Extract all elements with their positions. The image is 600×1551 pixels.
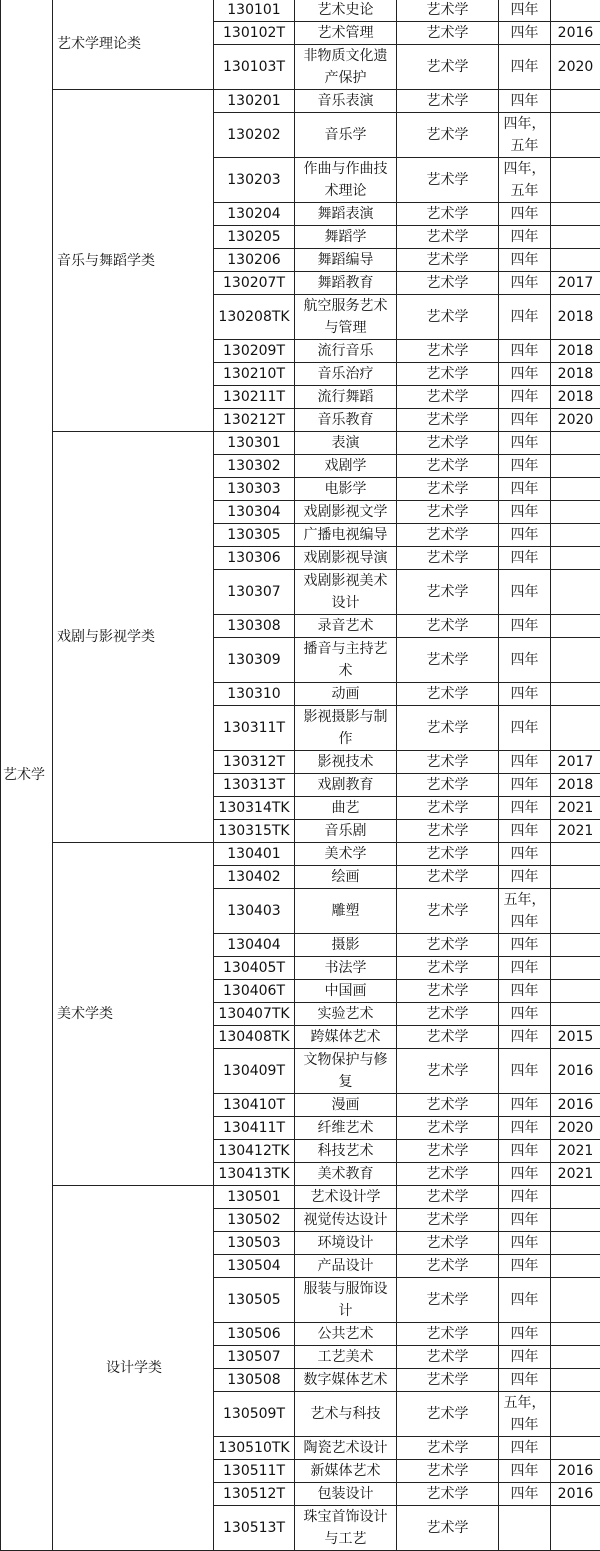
year-added-cell: 2020 [551,409,600,432]
degree-cell: 艺术学 [397,1437,499,1460]
year-added-cell [551,957,600,980]
major-name-cell: 动画 [295,683,397,706]
major-code-cell: 130505 [214,1278,295,1323]
major-code-cell: 130407TK [214,1003,295,1026]
major-name-cell: 产品设计 [295,1255,397,1278]
major-code-cell: 130504 [214,1255,295,1278]
major-code-cell: 130508 [214,1369,295,1392]
duration-cell: 四年 [499,1483,551,1506]
degree-cell: 艺术学 [397,889,499,934]
duration-cell: 四年 [499,272,551,295]
major-code-cell: 130405T [214,957,295,980]
major-name-cell: 艺术史论 [295,0,397,22]
major-code-cell: 130403 [214,889,295,934]
year-added-cell: 2016 [551,22,600,45]
duration-cell: 四年 [499,934,551,957]
major-name-cell: 电影学 [295,478,397,501]
table-row [1,432,600,455]
discipline-cell: 艺术学 [1,0,53,1551]
duration-cell: 四年 [499,226,551,249]
major-code-cell: 130305 [214,524,295,547]
category-cell: 美术学类 [53,843,214,1186]
duration-cell: 四年 [499,1003,551,1026]
category-cell: 戏剧与影视学类 [53,432,214,843]
duration-cell [499,1506,551,1551]
major-name-cell: 数字媒体艺术 [295,1369,397,1392]
year-added-cell [551,501,600,524]
major-name-cell: 流行舞蹈 [295,386,397,409]
year-added-cell [551,455,600,478]
major-code-cell: 130207T [214,272,295,295]
year-added-cell: 2015 [551,1026,600,1049]
year-added-cell [551,524,600,547]
major-name-cell: 音乐教育 [295,409,397,432]
major-name-cell: 表演 [295,432,397,455]
major-code-cell: 130206 [214,249,295,272]
major-code-cell: 130502 [214,1209,295,1232]
major-code-cell: 130408TK [214,1026,295,1049]
major-name-cell: 陶瓷艺术设计 [295,1437,397,1460]
major-code-cell: 130404 [214,934,295,957]
major-code-cell: 130309 [214,638,295,683]
year-added-cell [551,980,600,1003]
degree-cell: 艺术学 [397,1506,499,1551]
major-code-cell: 130312T [214,751,295,774]
year-added-cell [551,1232,600,1255]
table-row [1,1186,600,1209]
degree-cell: 艺术学 [397,22,499,45]
major-code-cell: 130203 [214,158,295,203]
major-name-cell: 非物质文化遗产保护 [295,45,397,90]
year-added-cell [551,158,600,203]
major-code-cell: 130209T [214,340,295,363]
degree-cell: 艺术学 [397,432,499,455]
major-code-cell: 130304 [214,501,295,524]
duration-cell: 四年 [499,570,551,615]
major-name-cell: 戏剧教育 [295,774,397,797]
duration-cell: 四年 [499,478,551,501]
major-code-cell: 130510TK [214,1437,295,1460]
degree-cell: 艺术学 [397,524,499,547]
major-name-cell: 漫画 [295,1094,397,1117]
duration-cell: 四年 [499,957,551,980]
year-added-cell: 2021 [551,1140,600,1163]
major-code-cell: 130315TK [214,820,295,843]
major-code-cell: 130301 [214,432,295,455]
year-added-cell [551,1506,600,1551]
year-added-cell: 2018 [551,340,600,363]
year-added-cell: 2016 [551,1483,600,1506]
major-name-cell: 服装与服饰设计 [295,1278,397,1323]
major-name-cell: 新媒体艺术 [295,1460,397,1483]
major-code-cell: 130412TK [214,1140,295,1163]
table-body [1,0,600,1551]
year-added-cell [551,615,600,638]
category-cell: 设计学类 [53,1186,214,1551]
year-added-cell [551,203,600,226]
degree-cell: 艺术学 [397,751,499,774]
major-name-cell: 工艺美术 [295,1346,397,1369]
duration-cell: 四年 [499,363,551,386]
duration-cell: 四年 [499,1255,551,1278]
degree-cell: 艺术学 [397,1140,499,1163]
degree-cell: 艺术学 [397,1209,499,1232]
duration-cell: 四年 [499,797,551,820]
year-added-cell [551,843,600,866]
degree-cell: 艺术学 [397,820,499,843]
major-name-cell: 音乐表演 [295,90,397,113]
duration-cell: 四年 [499,22,551,45]
year-added-cell: 2017 [551,751,600,774]
duration-cell: 四年 [499,774,551,797]
table-row [1,843,600,866]
major-name-cell: 舞蹈表演 [295,203,397,226]
duration-cell: 四年 [499,501,551,524]
major-name-cell: 流行音乐 [295,340,397,363]
major-name-cell: 艺术设计学 [295,1186,397,1209]
major-name-cell: 航空服务艺术与管理 [295,295,397,340]
year-added-cell [551,638,600,683]
year-added-cell: 2017 [551,272,600,295]
major-name-cell: 艺术管理 [295,22,397,45]
major-code-cell: 130307 [214,570,295,615]
year-added-cell: 2018 [551,363,600,386]
major-name-cell: 曲艺 [295,797,397,820]
duration-cell: 四年 [499,683,551,706]
year-added-cell [551,113,600,158]
year-added-cell [551,1278,600,1323]
duration-cell: 五年，四年 [499,889,551,934]
year-added-cell [551,1209,600,1232]
duration-cell: 四年 [499,615,551,638]
duration-cell: 五年，四年 [499,1392,551,1437]
degree-cell: 艺术学 [397,478,499,501]
year-added-cell [551,1437,600,1460]
duration-cell: 四年 [499,1437,551,1460]
major-code-cell: 130406T [214,980,295,1003]
degree-cell: 艺术学 [397,363,499,386]
table-row [1,0,600,22]
degree-cell: 艺术学 [397,1323,499,1346]
major-code-cell: 130208TK [214,295,295,340]
degree-cell: 艺术学 [397,0,499,22]
duration-cell: 四年 [499,1460,551,1483]
year-added-cell [551,226,600,249]
year-added-cell [551,1323,600,1346]
degree-cell: 艺术学 [397,1392,499,1437]
major-code-cell: 130507 [214,1346,295,1369]
duration-cell: 四年 [499,409,551,432]
major-name-cell: 环境设计 [295,1232,397,1255]
degree-cell: 艺术学 [397,501,499,524]
major-name-cell: 录音艺术 [295,615,397,638]
year-added-cell [551,1186,600,1209]
duration-cell: 四年 [499,1049,551,1094]
year-added-cell [551,866,600,889]
major-code-cell: 130413TK [214,1163,295,1186]
duration-cell: 四年 [499,1163,551,1186]
year-added-cell: 2021 [551,820,600,843]
major-name-cell: 影视技术 [295,751,397,774]
duration-cell: 四年 [499,980,551,1003]
major-name-cell: 舞蹈编导 [295,249,397,272]
degree-cell: 艺术学 [397,272,499,295]
degree-cell: 艺术学 [397,203,499,226]
duration-cell: 四年 [499,203,551,226]
major-code-cell: 130204 [214,203,295,226]
degree-cell: 艺术学 [397,1003,499,1026]
year-added-cell [551,0,600,22]
major-code-cell: 130202 [214,113,295,158]
degree-cell: 艺术学 [397,843,499,866]
major-code-cell: 130511T [214,1460,295,1483]
year-added-cell [551,432,600,455]
degree-cell: 艺术学 [397,1232,499,1255]
major-code-cell: 130306 [214,547,295,570]
degree-cell: 艺术学 [397,455,499,478]
major-name-cell: 文物保护与修复 [295,1049,397,1094]
degree-cell: 艺术学 [397,1346,499,1369]
degree-cell: 艺术学 [397,1460,499,1483]
duration-cell: 四年 [499,1117,551,1140]
year-added-cell [551,706,600,751]
major-code-cell: 130308 [214,615,295,638]
duration-cell: 四年 [499,706,551,751]
major-code-cell: 130401 [214,843,295,866]
duration-cell: 四年 [499,386,551,409]
year-added-cell: 2020 [551,1117,600,1140]
major-code-cell: 130211T [214,386,295,409]
duration-cell: 四年 [499,1209,551,1232]
degree-cell: 艺术学 [397,934,499,957]
degree-cell: 艺术学 [397,386,499,409]
year-added-cell [551,570,600,615]
duration-cell: 四年 [499,1232,551,1255]
major-code-cell: 130212T [214,409,295,432]
degree-cell: 艺术学 [397,90,499,113]
degree-cell: 艺术学 [397,706,499,751]
year-added-cell [551,1392,600,1437]
duration-cell: 四年 [499,820,551,843]
major-code-cell: 130506 [214,1323,295,1346]
major-name-cell: 纤维艺术 [295,1117,397,1140]
year-added-cell: 2016 [551,1049,600,1094]
year-added-cell [551,547,600,570]
major-name-cell: 音乐剧 [295,820,397,843]
major-code-cell: 130503 [214,1232,295,1255]
duration-cell: 四年 [499,1140,551,1163]
year-added-cell [551,249,600,272]
major-code-cell: 130210T [214,363,295,386]
year-added-cell [551,683,600,706]
year-added-cell: 2020 [551,45,600,90]
degree-cell: 艺术学 [397,1049,499,1094]
degree-cell: 艺术学 [397,1186,499,1209]
degree-cell: 艺术学 [397,980,499,1003]
degree-cell: 艺术学 [397,409,499,432]
degree-cell: 艺术学 [397,340,499,363]
major-code-cell: 130411T [214,1117,295,1140]
duration-cell: 四年 [499,1369,551,1392]
degree-cell: 艺术学 [397,774,499,797]
major-name-cell: 科技艺术 [295,1140,397,1163]
major-name-cell: 绘画 [295,866,397,889]
year-added-cell [551,1346,600,1369]
duration-cell: 四年 [499,45,551,90]
major-code-cell: 130513T [214,1506,295,1551]
degree-cell: 艺术学 [397,295,499,340]
category-cell: 艺术学理论类 [53,0,214,90]
duration-cell: 四年，五年 [499,113,551,158]
degree-cell: 艺术学 [397,797,499,820]
major-name-cell: 舞蹈教育 [295,272,397,295]
duration-cell: 四年 [499,1323,551,1346]
year-added-cell: 2021 [551,797,600,820]
year-added-cell: 2021 [551,1163,600,1186]
duration-cell: 四年 [499,249,551,272]
year-added-cell [551,1003,600,1026]
degree-cell: 艺术学 [397,113,499,158]
major-name-cell: 影视摄影与制作 [295,706,397,751]
degree-cell: 艺术学 [397,1026,499,1049]
degree-cell: 艺术学 [397,638,499,683]
major-name-cell: 戏剧学 [295,455,397,478]
duration-cell: 四年 [499,866,551,889]
category-cell: 音乐与舞蹈学类 [53,90,214,432]
degree-cell: 艺术学 [397,1483,499,1506]
duration-cell: 四年 [499,295,551,340]
duration-cell: 四年 [499,455,551,478]
degree-cell: 艺术学 [397,249,499,272]
degree-cell: 艺术学 [397,683,499,706]
year-added-cell [551,1369,600,1392]
duration-cell: 四年 [499,524,551,547]
major-code-cell: 130313T [214,774,295,797]
major-name-cell: 实验艺术 [295,1003,397,1026]
major-name-cell: 美术教育 [295,1163,397,1186]
year-added-cell: 2018 [551,774,600,797]
major-name-cell: 中国画 [295,980,397,1003]
major-code-cell: 130205 [214,226,295,249]
major-name-cell: 作曲与作曲技术理论 [295,158,397,203]
major-name-cell: 摄影 [295,934,397,957]
major-name-cell: 公共艺术 [295,1323,397,1346]
major-code-cell: 130302 [214,455,295,478]
degree-cell: 艺术学 [397,1163,499,1186]
year-added-cell [551,478,600,501]
degree-cell: 艺术学 [397,570,499,615]
major-name-cell: 播音与主持艺术 [295,638,397,683]
degree-cell: 艺术学 [397,1278,499,1323]
duration-cell: 四年 [499,843,551,866]
duration-cell: 四年 [499,547,551,570]
degree-cell: 艺术学 [397,1094,499,1117]
major-code-cell: 130402 [214,866,295,889]
major-name-cell: 珠宝首饰设计与工艺 [295,1506,397,1551]
major-code-cell: 130102T [214,22,295,45]
major-code-cell: 130311T [214,706,295,751]
degree-cell: 艺术学 [397,957,499,980]
year-added-cell [551,889,600,934]
duration-cell: 四年 [499,1094,551,1117]
degree-cell: 艺术学 [397,45,499,90]
major-code-cell: 130410T [214,1094,295,1117]
year-added-cell: 2016 [551,1094,600,1117]
major-name-cell: 跨媒体艺术 [295,1026,397,1049]
degree-cell: 艺术学 [397,1369,499,1392]
major-code-cell: 130303 [214,478,295,501]
degree-cell: 艺术学 [397,1255,499,1278]
year-added-cell: 2016 [551,1460,600,1483]
major-name-cell: 视觉传达设计 [295,1209,397,1232]
major-name-cell: 戏剧影视导演 [295,547,397,570]
major-name-cell: 美术学 [295,843,397,866]
duration-cell: 四年 [499,1186,551,1209]
year-added-cell [551,1255,600,1278]
degree-cell: 艺术学 [397,1117,499,1140]
major-name-cell: 舞蹈学 [295,226,397,249]
major-name-cell: 戏剧影视文学 [295,501,397,524]
duration-cell: 四年 [499,1026,551,1049]
major-code-cell: 130201 [214,90,295,113]
major-code-cell: 130509T [214,1392,295,1437]
major-name-cell: 音乐学 [295,113,397,158]
duration-cell: 四年 [499,0,551,22]
year-added-cell [551,90,600,113]
degree-cell: 艺术学 [397,158,499,203]
duration-cell: 四年 [499,340,551,363]
major-code-cell: 130314TK [214,797,295,820]
major-name-cell: 包装设计 [295,1483,397,1506]
table-row [1,90,600,113]
major-name-cell: 广播电视编导 [295,524,397,547]
year-added-cell: 2018 [551,295,600,340]
duration-cell: 四年 [499,751,551,774]
major-name-cell: 音乐治疗 [295,363,397,386]
year-added-cell [551,934,600,957]
major-code-cell: 130310 [214,683,295,706]
degree-cell: 艺术学 [397,547,499,570]
major-name-cell: 雕塑 [295,889,397,934]
major-code-cell: 130501 [214,1186,295,1209]
degree-cell: 艺术学 [397,615,499,638]
year-added-cell: 2018 [551,386,600,409]
major-name-cell: 艺术与科技 [295,1392,397,1437]
major-name-cell: 戏剧影视美术设计 [295,570,397,615]
major-name-cell: 书法学 [295,957,397,980]
major-code-cell: 130103T [214,45,295,90]
duration-cell: 四年 [499,1346,551,1369]
duration-cell: 四年，五年 [499,158,551,203]
duration-cell: 四年 [499,90,551,113]
major-code-cell: 130409T [214,1049,295,1094]
degree-cell: 艺术学 [397,866,499,889]
major-code-cell: 130101 [214,0,295,22]
duration-cell: 四年 [499,1278,551,1323]
degree-cell: 艺术学 [397,226,499,249]
major-code-cell: 130512T [214,1483,295,1506]
duration-cell: 四年 [499,432,551,455]
duration-cell: 四年 [499,638,551,683]
